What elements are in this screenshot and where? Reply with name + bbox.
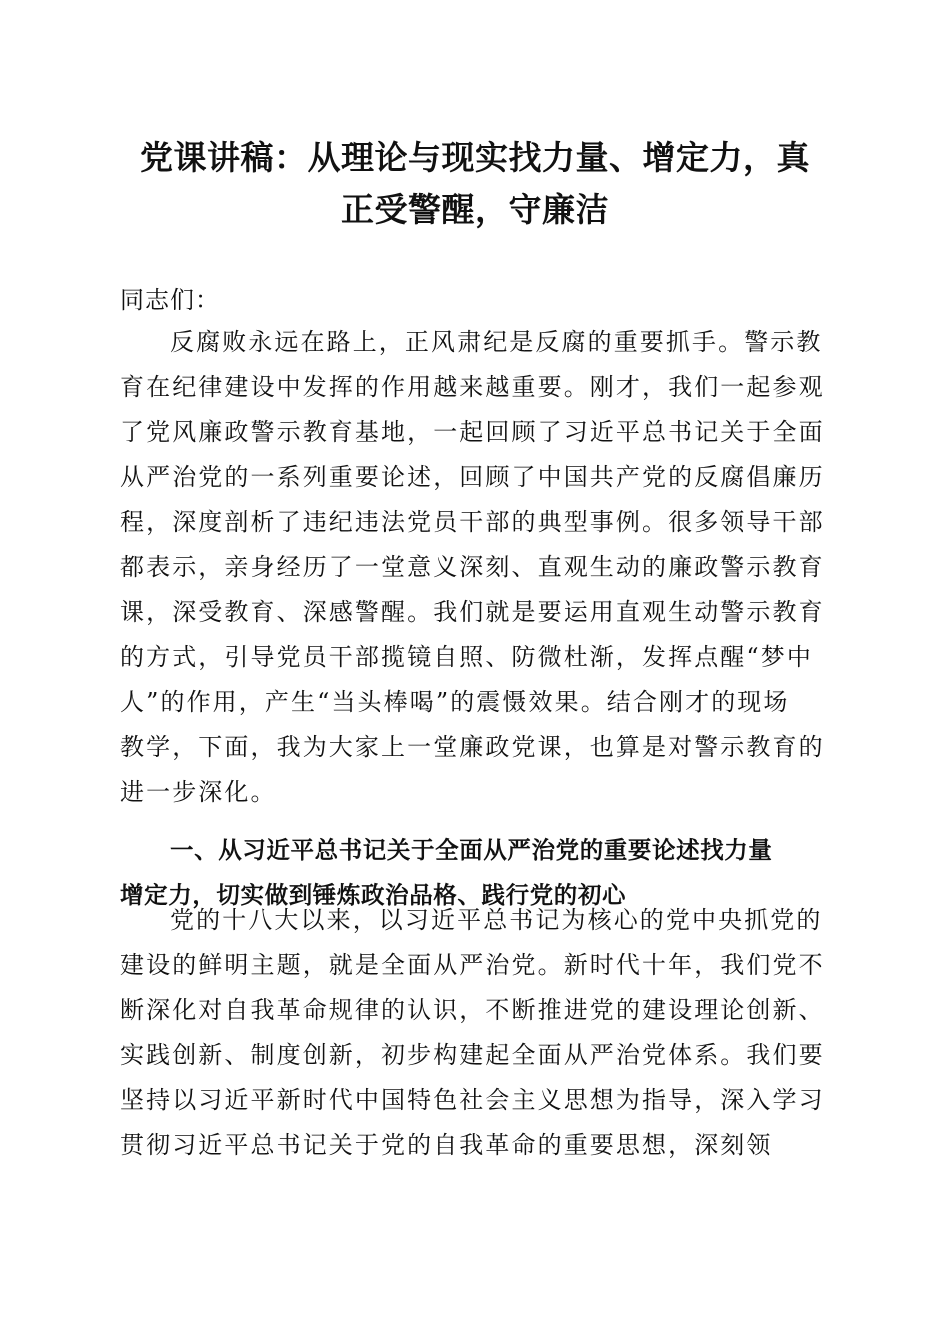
paragraph-line: 反腐败永远在路上，正风肃纪是反腐的重要抓手。警示教	[170, 328, 823, 356]
intro-paragraph	[120, 320, 830, 815]
heading-line: 增定力，切实做到锤炼政治品格、践行党的初心	[120, 880, 627, 909]
paragraph-line: 的方式，引导党员干部揽镜自照、防微杜渐，发挥点醒“梦中	[120, 643, 813, 671]
document-title	[110, 132, 840, 236]
greeting: 同志们：	[120, 286, 220, 314]
paragraph-line: 贯彻习近平总书记关于党的自我革命的重要思想，深刻领	[120, 1131, 773, 1159]
section-one-paragraph	[120, 898, 830, 1168]
paragraph-line: 实践创新、制度创新，初步构建起全面从严治党体系。我们要	[120, 1041, 825, 1069]
paragraph-line: 党的十八大以来，以习近平总书记为核心的党中央抓党的	[170, 906, 823, 934]
paragraph-line: 育在纪律建设中发挥的作用越来越重要。刚才，我们一起参观	[120, 373, 825, 401]
paragraph-line: 进一步深化。	[120, 778, 277, 806]
paragraph-line: 了党风廉政警示教育基地，一起回顾了习近平总书记关于全面	[120, 418, 825, 446]
paragraph-line: 坚持以习近平新时代中国特色社会主义思想为指导，深入学习	[120, 1086, 825, 1114]
paragraph-line: 建设的鲜明主题，就是全面从严治党。新时代十年，我们党不	[120, 951, 825, 979]
paragraph-line: 从严治党的一系列重要论述，回顾了中国共产党的反腐倡廉历	[120, 463, 825, 491]
paragraph-line: 课，深受教育、深感警醒。我们就是要运用直观生动警示教育	[120, 598, 825, 626]
paragraph-line: 教学，下面，我为大家上一堂廉政党课，也算是对警示教育的	[120, 733, 825, 761]
paragraph-line: 人”的作用，产生“当头棒喝”的震慑效果。结合刚才的现场	[120, 688, 790, 716]
paragraph-line: 都表示，亲身经历了一堂意义深刻、直观生动的廉政警示教育	[120, 553, 825, 581]
title-line: 正受警醒，守廉洁	[341, 190, 609, 229]
heading-line: 一、从习近平总书记关于全面从严治党的重要论述找力量	[170, 835, 773, 864]
paragraph-line: 断深化对自我革命规律的认识，不断推进党的建设理论创新、	[120, 996, 825, 1024]
title-line: 党课讲稿：从理论与现实找力量、增定力，真	[140, 138, 810, 177]
paragraph-line: 程，深度剖析了违纪违法党员干部的典型事例。很多领导干部	[120, 508, 825, 536]
